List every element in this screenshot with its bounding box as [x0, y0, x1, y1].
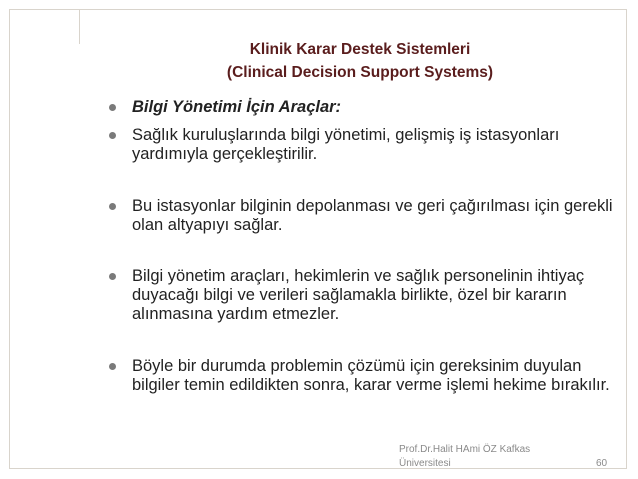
bullet-dot-icon	[109, 104, 116, 111]
bullet-item	[104, 126, 624, 164]
title-line-2: (Clinical Decision Support Systems)	[226, 64, 494, 81]
slide-title	[140, 38, 580, 84]
bullet-item	[104, 197, 624, 235]
bullet-item	[104, 357, 624, 395]
bullet-dot-icon	[109, 203, 116, 210]
bullet-text: Böyle bir durumda problemin çözümü için gereksinim duyulan bilgiler temin edildikten sonra, karar verme işlemi hekime bırakılır.	[132, 357, 610, 394]
bullet-item	[104, 267, 624, 324]
page-number: 60	[596, 458, 608, 469]
bullet-text: Bu istasyonlar bilginin depolanması ve geri çağırılması için gerekli olan altyapıyı sağlar.	[132, 197, 613, 234]
footer-author: Prof.Dr.Halit HAmi ÖZ Kafkas Üniversitesi	[399, 444, 531, 469]
bullet-text: Sağlık kuruluşlarında bilgi yönetimi, gelişmiş iş istasyonları yardımıyla gerçekleştirilir.	[132, 126, 560, 163]
bullet-list	[104, 98, 624, 395]
bullet-item	[104, 98, 624, 117]
bullet-text: Bilgi yönetim araçları, hekimlerin ve sağlık personelinin ihtiyaç duyacağı bilgi ve verileri sağlamakla birlikte, özel bir kararın alınmasına yardım etmezler.	[132, 267, 585, 323]
bullet-dot-icon	[109, 363, 116, 370]
frame-divider	[79, 10, 80, 44]
title-line-1: Klinik Karar Destek Sistemleri	[249, 41, 471, 58]
bullet-dot-icon	[109, 273, 116, 280]
bullet-text: Bilgi Yönetimi İçin Araçlar:	[132, 98, 342, 116]
bullet-dot-icon	[109, 132, 116, 139]
